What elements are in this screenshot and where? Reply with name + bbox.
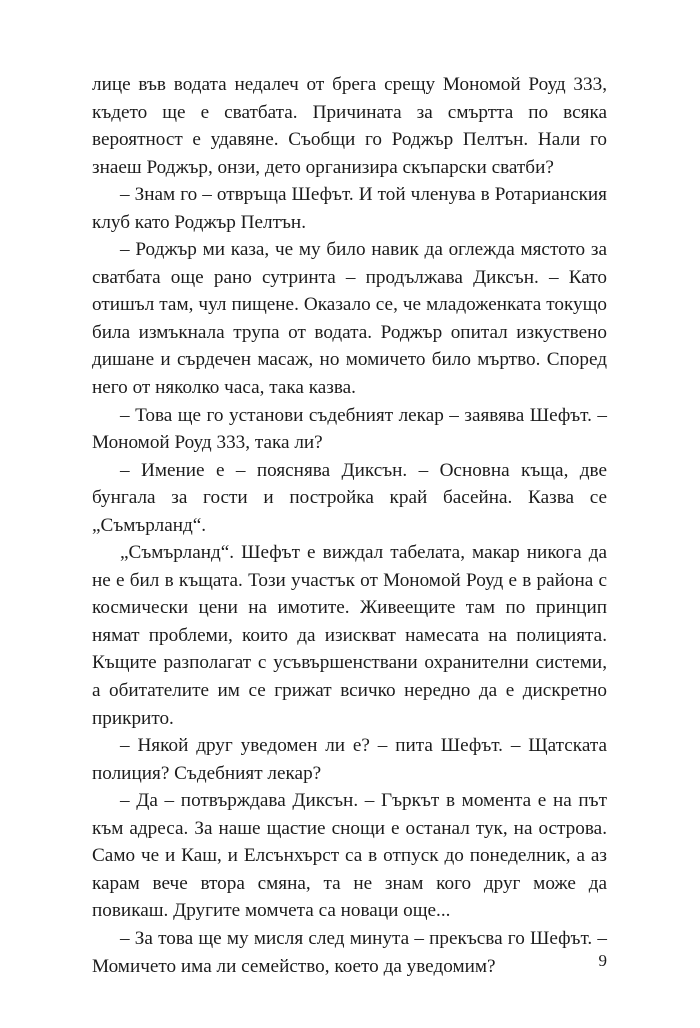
body-text — [92, 71, 607, 980]
paragraph-7: – Някой друг уведомен ли е? – пита Шефът. – Щатската полиция? Съдебният лекар? — [92, 735, 607, 784]
paragraph-6: „Съмърланд“. Шефът е виждал табелата, макар никога да не е бил в къщата. Този участък от Мономой Роуд е в района с космически цени на имотите. Живеещите там по принцип нямат проблеми, които да изискват намесата на полицията. Къщите разполагат с усъвършенствани охранителни системи, а обитателите им се грижат всичко нередно да е дискретно прикрито. — [92, 542, 607, 729]
paragraph-5: – Имение е – пояснява Диксън. – Основна къща, две бунгала за гости и постройка край басейна. Казва се „Съмърланд“. — [92, 459, 607, 536]
paragraph-4: – Това ще го установи съдебният лекар – заявява Шефът. – Мономой Роуд 333, така ли? — [92, 404, 607, 454]
paragraph-2: – Знам го – отвръща Шефът. И той членува в Ротарианския клуб като Роджър Пелтън. — [92, 184, 607, 233]
paragraph-3: – Роджър ми каза, че му било навик да оглежда мястото за сватбата още рано сутринта – продължава Диксън. – Като отишъл там, чул пищене. Оказало се, че младоженката токущо била измъкнала трупа от водата. Роджър опитал изкуствено дишане и сърдечен масаж, но момичето било мъртво. Според него от няколко часа, така казва. — [92, 239, 607, 399]
page-number: 9 — [598, 951, 607, 970]
paragraph-9: – За това ще му мисля след минута – прекъсва го Шефът. – Момичето има ли семейство, което да уведомим? — [92, 927, 607, 977]
paragraph-8: – Да – потвърждава Диксън. – Гъркът в момента е на път към адреса. За наше щастие снощи е останал тук, на острова. Само че и Каш, и Елсънхърст са в отпуск до понеделник, а аз карам вече втора смяна, та не знам кого друг може да повикаш. Другите момчета са новаци още... — [92, 790, 607, 922]
paragraph-1: лице във водата недалеч от брега срещу Мономой Роуд 333, където ще е сватбата. Причината за смъртта по всяка вероятност е удавяне. Съобщи го Роджър Пелтън. Нали го знаеш Роджър, онзи, дето организира скъпарски сватби? — [92, 74, 607, 178]
